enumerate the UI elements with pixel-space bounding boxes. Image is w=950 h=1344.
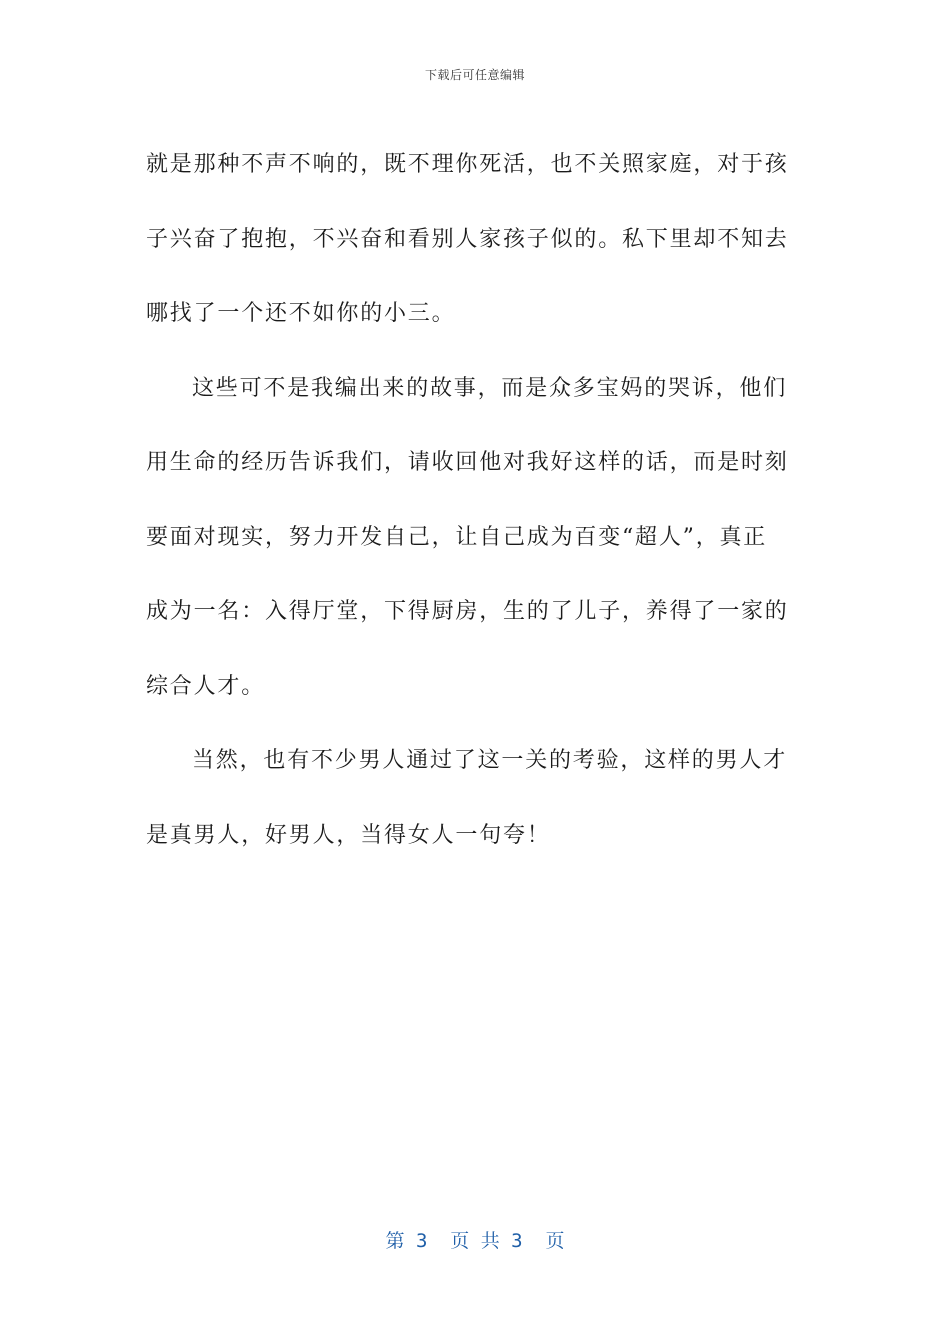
text-line: 用生命的经历告诉我们，请收回他对我好这样的话，而是时刻 <box>146 450 789 475</box>
paragraph <box>146 724 792 873</box>
text-line: 是真男人，好男人，当得女人一句夸！ <box>146 822 551 848</box>
paragraph <box>146 128 792 352</box>
text-line: 要面对现实，努力开发自己，让自己成为百变“超人”，真正 <box>146 524 768 550</box>
text-line: 就是那种不声不响的，既不理你死活，也不关照家庭，对于孩 <box>146 152 789 177</box>
text-line: 这些可不是我编出来的故事，而是众多宝妈的哭诉，他们 <box>192 375 788 401</box>
text-line: 子兴奋了抱抱，不兴奋和看别人家孩子似的。私下里却不知去 <box>146 226 789 252</box>
document-body <box>146 128 792 873</box>
text-line: 综合人才。 <box>146 673 266 699</box>
text-line: 当然，也有不少男人通过了这一关的考验，这样的男人才 <box>192 748 788 773</box>
paragraph <box>146 352 792 725</box>
text-line: 哪找了一个还不如你的小三。 <box>146 301 456 326</box>
text-line: 成为一名：入得厅堂，下得厨房，生的了儿子，养得了一家的 <box>146 599 789 624</box>
page-footer: 第 3 页 共 3 页 <box>385 1230 565 1252</box>
page-header: 下载后可任意编辑 <box>424 68 525 82</box>
